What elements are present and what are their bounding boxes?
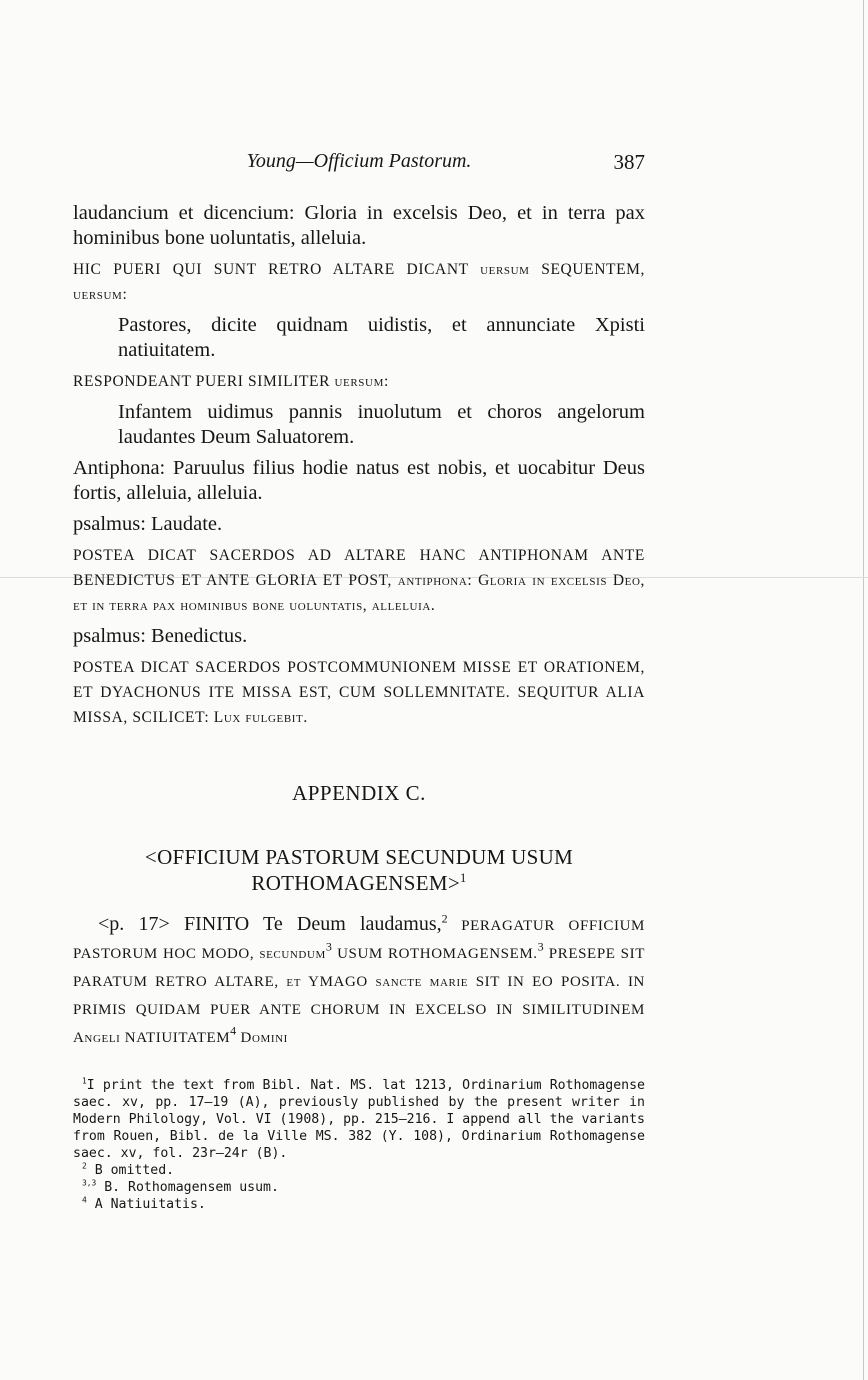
verse-paragraph: Infantem uidimus pannis inuolutum et choros angelorum laudantes Deum Saluatorem. [118, 401, 645, 448]
verse-paragraph: Pastores, dicite quidnam uidistis, et annunciate Xpisti natiuitatem. [118, 314, 645, 361]
footnote-ref: 2 [441, 911, 448, 926]
psalm-line: psalmus: Benedictus. [73, 625, 248, 647]
footnote-text: B. Rothomagensem usum. [104, 1180, 279, 1195]
rubric-paragraph: HIC PUERI QUI SUNT RETRO ALTARE DICANT uersum SEQUENTEM, uersum: [73, 261, 645, 303]
running-header [73, 150, 645, 180]
appendix-label: APPENDIX C. [292, 781, 426, 805]
rubric-text: Domini [236, 1030, 288, 1046]
footnotes [73, 1077, 645, 1213]
footnote-mark: 4 [82, 1195, 87, 1205]
rubric-paragraph: POSTEA DICAT SACERDOS AD ALTARE HANC ANTIPHONAM ANTE BENEDICTUS ET ANTE GLORIA ET POST, antiphona: Gloria in excelsis Deo, et in terra pax hominibus bone uoluntatis, alleluia. [73, 547, 645, 614]
running-title: Young—Officium Pastorum. [246, 150, 472, 172]
scan-edge [863, 0, 864, 1380]
footnote-ref: 1 [459, 871, 467, 885]
footnote-text: A Natiuitatis. [94, 1197, 206, 1212]
main-text [73, 201, 645, 736]
heading-text: <OFFICIUM PASTORUM SECUNDUM USUM ROTHOMAGENSEM> [144, 845, 574, 895]
appendix-paragraph [73, 911, 645, 1051]
footnote-mark: 3,3 [82, 1178, 97, 1188]
text-paragraph: laudancium et dicencium: Gloria in excelsis Deo, et in terra pax hominibus bone uoluntatis, alleluia. [73, 202, 645, 249]
rubric-text: PRESEPE SIT PARATUM RETRO ALTARE, et YMAGO sancte marie SIT IN EO POSITA. IN PRIMIS QUIDAM PUER ANTE CHORUM IN EXCELSO IN SIMILITUDINEM Angeli NATIUITATEM [73, 946, 645, 1046]
rubric-paragraph: RESPONDEANT PUERI SIMILITER uersum: [73, 373, 389, 390]
section-heading [73, 844, 645, 896]
footnote-text: I print the text from Bibl. Nat. MS. lat 1213, Ordinarium Rothomagense saec. xv, pp. 17–19 (A), previously published by the present writer in Modern Philology, Vol. VI (1908), pp. 215–216. I append all the variants from Rouen, Bibl. de la Ville MS. 382 (Y. 108), Ordinarium Rothomagense saec. xv, fol. 23r–24r (B). [73, 1078, 645, 1161]
footnote-ref: 3 [537, 939, 544, 954]
footnote-mark: 1 [82, 1076, 87, 1086]
rubric-paragraph: POSTEA DICAT SACERDOS POSTCOMMUNIONEM MISSE ET ORATIONEM, ET DYACHONUS ITE MISSA EST, CUM SOLLEMNITATE. SEQUITUR ALIA MISSA, SCILICET: Lux fulgebit. [73, 659, 645, 726]
footnote-ref: 3 [325, 939, 332, 954]
rubric-text: USUM ROTHOMAGENSEM. [331, 946, 538, 962]
footnote [73, 1196, 645, 1213]
footnote [73, 1162, 645, 1179]
footnote [73, 1077, 645, 1162]
antiphon-paragraph: Antiphona: Paruulus filius hodie natus est nobis, et uocabitur Deus fortis, alleluia, alleluia. [73, 457, 645, 504]
footnote-mark: 2 [82, 1161, 87, 1171]
page-number: 387 [613, 150, 645, 174]
psalm-line: psalmus: Laudate. [73, 513, 223, 535]
footnote-text: B omitted. [94, 1163, 175, 1178]
footnote [73, 1179, 645, 1196]
rubric-text: PERAGATUR OFFICIUM PASTORUM HOC MODO, secundum [73, 918, 645, 962]
footnote-ref: 4 [230, 1023, 237, 1038]
paragraph-open: <p. 17> FINITO Te Deum laudamus, [98, 913, 442, 935]
